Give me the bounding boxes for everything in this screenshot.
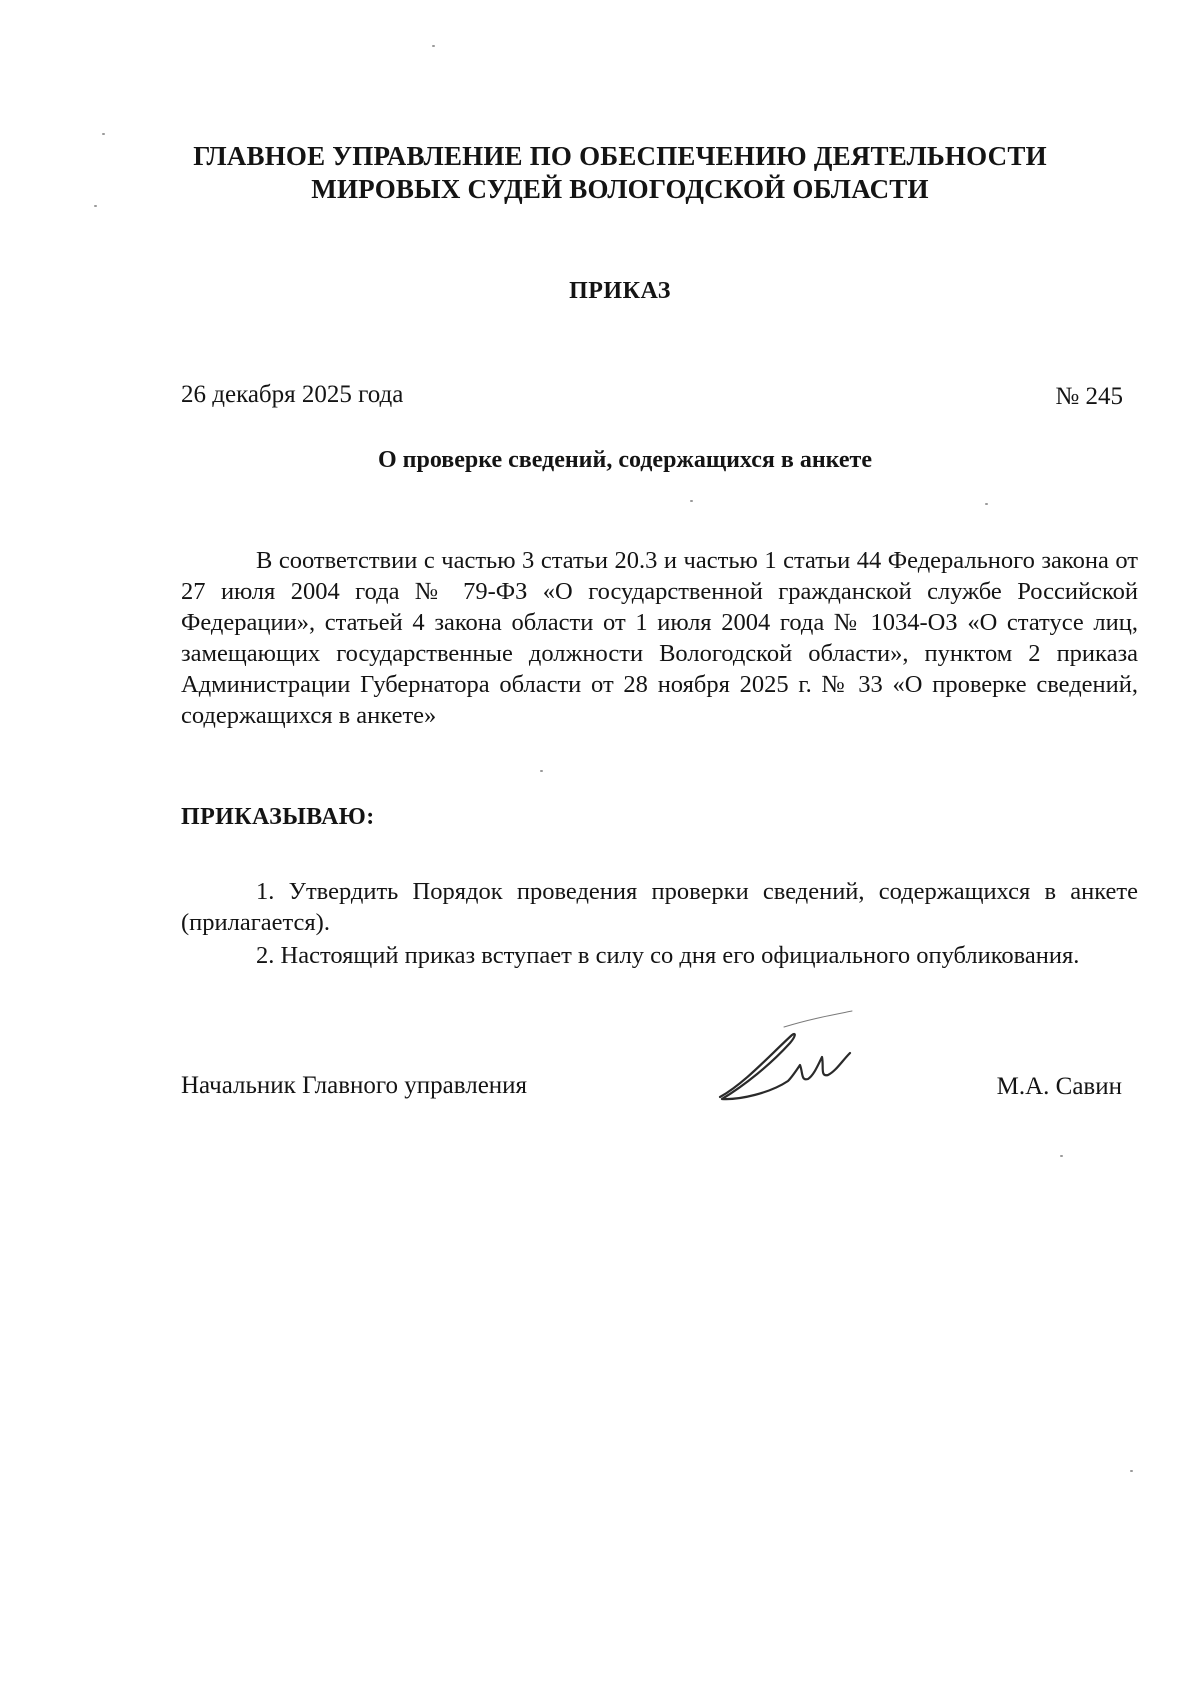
preamble-paragraph: В соответствии с частью 3 статьи 20.3 и частью 1 статьи 44 Федерального закона от 27 июля 2004 года № 79-ФЗ «О государственной гражданской службе Российской Федерации», статьей 4 закона области от 1 июля 2004 года № 1034-ОЗ «О статусе лиц, замещающих государственные должности Вологодской области», пунктом 2 приказа Администрации Губернатора области от 28 ноября 2025 г. № 33 «О проверке сведений, содержащихся в анкете» (181, 547, 1138, 729)
scan-speck (102, 133, 105, 135)
order-item-1: 1. Утвердить Порядок проведения проверки сведений, содержащихся в анкете (прилагается). (181, 878, 1138, 936)
scan-speck (432, 45, 435, 47)
handwritten-signature (700, 1005, 900, 1115)
scan-speck (1060, 1155, 1063, 1157)
document-type-title: ПРИКАЗ (569, 278, 671, 304)
directive-heading: ПРИКАЗЫВАЮ: (181, 804, 375, 830)
organization-header (150, 140, 1090, 206)
organization-name-line-1: ГЛАВНОЕ УПРАВЛЕНИЕ ПО ОБЕСПЕЧЕНИЮ ДЕЯТЕЛЬНОСТИ (193, 141, 1047, 171)
order-number: № 245 (1055, 383, 1123, 410)
organization-name-line-2: МИРОВЫХ СУДЕЙ ВОЛОГОДСКОЙ ОБЛАСТИ (311, 174, 929, 204)
scan-speck (1130, 1470, 1133, 1472)
signatory-name: М.А. Савин (996, 1073, 1122, 1100)
order-subject: О проверке сведений, содержащихся в анкете (378, 447, 872, 473)
order-item-2: 2. Настоящий приказ вступает в силу со дня его официального опубликования. (256, 942, 1080, 969)
scan-speck (94, 205, 97, 207)
scan-speck (690, 500, 693, 502)
scan-speck (540, 770, 543, 772)
scan-speck (985, 503, 988, 505)
signatory-position: Начальник Главного управления (181, 1072, 528, 1099)
order-date: 26 декабря 2025 года (181, 381, 404, 408)
